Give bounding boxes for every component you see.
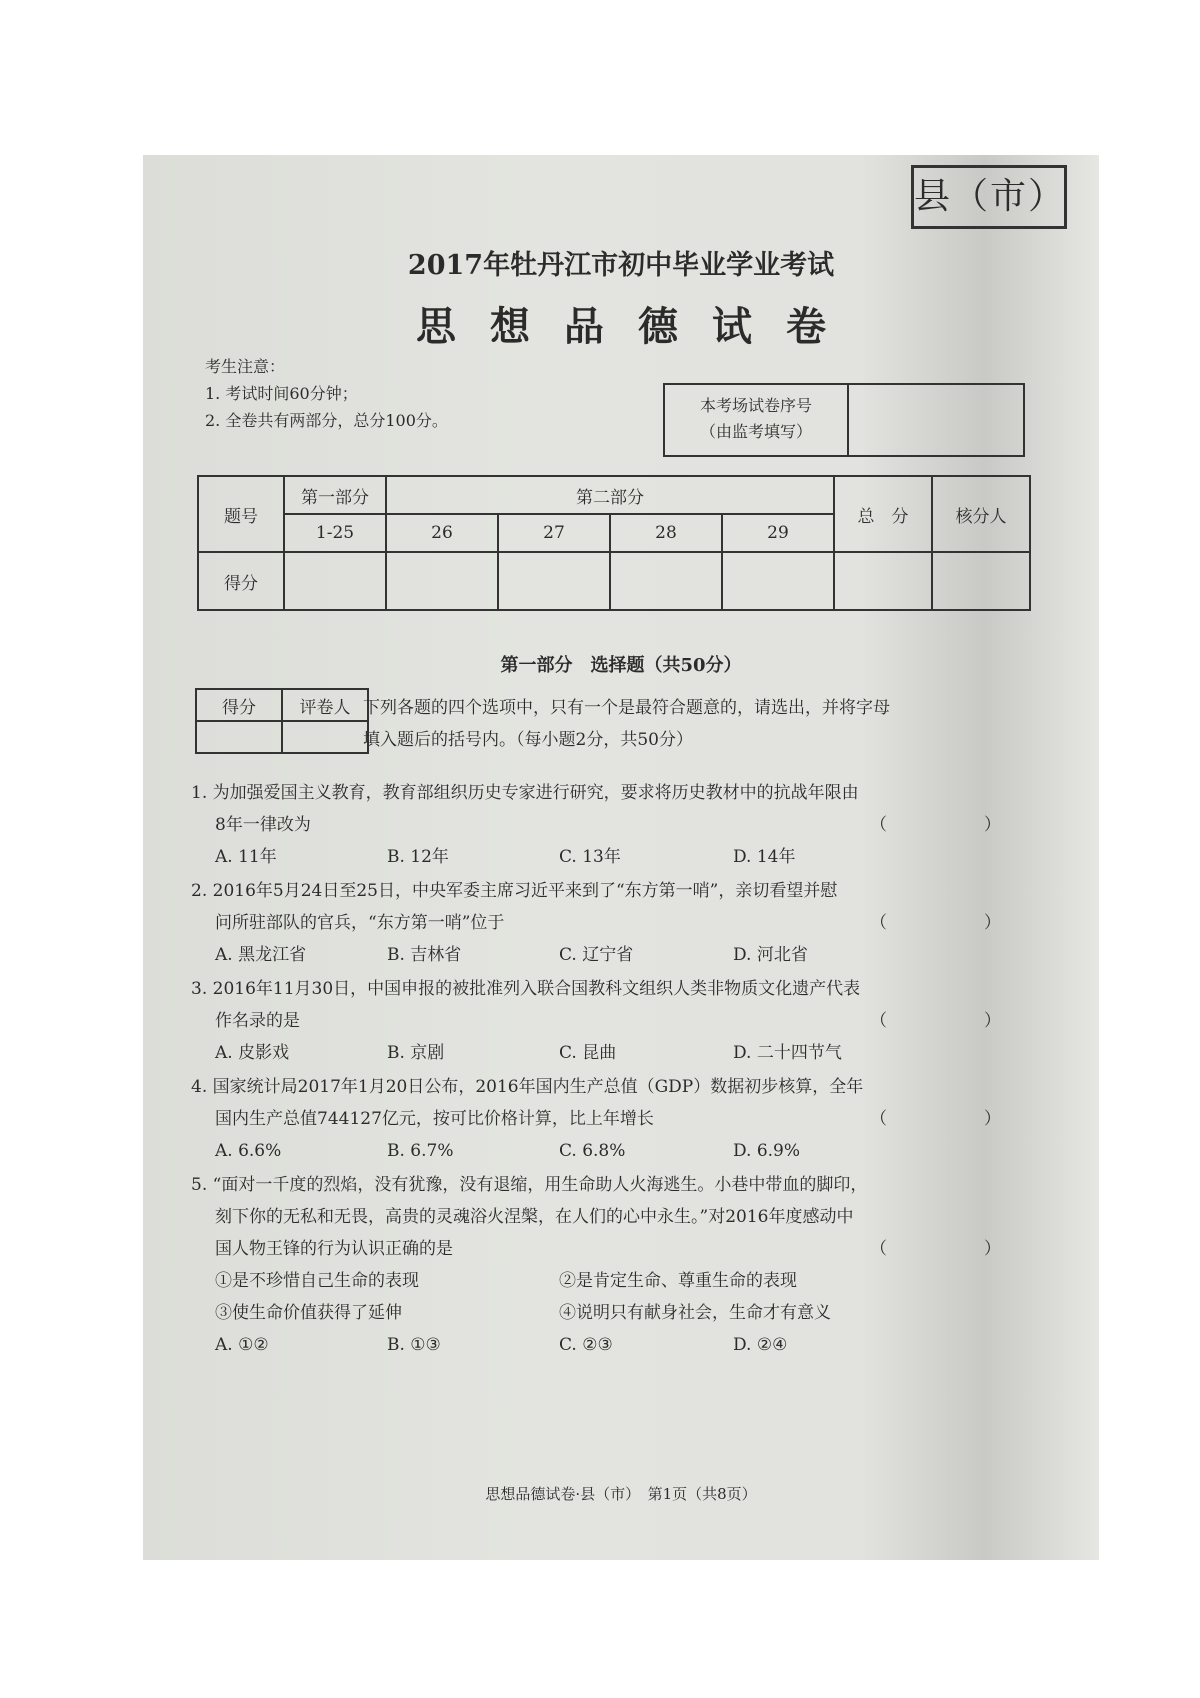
option-a: A. 6.6% [215, 1141, 282, 1161]
question-text: 作名录的是 [215, 1011, 300, 1031]
option-c: C. 辽宁省 [559, 945, 634, 965]
option-d: D. 14年 [733, 847, 796, 867]
page-footer: 思想品德试卷·县（市） 第1页（共8页） [485, 1485, 757, 1503]
question-text: 3. 2016年11月30日，中国申报的被批准列入联合国教科文组织人类非物质文化遗产代表 [191, 979, 861, 999]
options-row [191, 1037, 1041, 1069]
option-d: D. 二十四节气 [733, 1043, 842, 1063]
row-header-question-no: 题号 [198, 476, 284, 552]
part1-instructions [363, 692, 1003, 756]
option-d: D. ②④ [733, 1335, 788, 1355]
col-1-25: 1-25 [284, 514, 386, 552]
question-text-cont [191, 1233, 1041, 1265]
statements-row [191, 1265, 1041, 1297]
header-part1: 第一部分 [284, 476, 386, 514]
grader-reviewer-label: 评卷人 [282, 689, 368, 721]
question-text-cont [191, 907, 1041, 939]
option-a: A. ①② [215, 1335, 269, 1355]
county-city-badge: 县（市） [911, 165, 1067, 229]
question-text-cont [191, 1005, 1041, 1037]
question-text: 2. 2016年5月24日至25日，中央军委主席习近平来到了“东方第一哨”，亲切看望并慰 [191, 881, 838, 901]
option-b: B. ①③ [387, 1335, 441, 1355]
question-text: 问所驻部队的官兵，“东方第一哨”位于 [215, 913, 505, 933]
option-b: B. 京剧 [387, 1043, 445, 1063]
answer-bracket: （ ） [870, 815, 1041, 835]
statement-1: ①是不珍惜自己生命的表现 [215, 1271, 419, 1291]
question-text-cont [191, 1103, 1041, 1135]
options-row [191, 1329, 1041, 1361]
exam-sheet [143, 155, 1099, 1560]
score-cell [932, 552, 1030, 610]
candidate-notes [205, 353, 448, 434]
grader-table [195, 688, 369, 754]
statements-row [191, 1297, 1041, 1329]
question-1 [191, 777, 1041, 873]
statement-4: ④说明只有献身社会，生命才有意义 [559, 1303, 831, 1323]
option-a: A. 11年 [215, 847, 277, 867]
notes-item: 2. 全卷共有两部分，总分100分。 [205, 411, 448, 430]
option-d: D. 河北省 [733, 945, 808, 965]
option-c: C. ②③ [559, 1335, 613, 1355]
question-text: 国人物王锋的行为认识正确的是 [215, 1239, 453, 1259]
question-text: 1. 为加强爱国主义教育，教育部组织历史专家进行研究，要求将历史教材中的抗战年限由 [191, 783, 859, 803]
options-row [191, 1135, 1041, 1167]
header-total: 总 分 [834, 476, 932, 552]
question-5 [191, 1169, 1041, 1361]
instruction-line: 下列各题的四个选项中，只有一个是最符合题意的，请选出，并将字母 [363, 698, 890, 718]
grader-reviewer-cell [282, 721, 368, 753]
score-table [197, 475, 1031, 611]
exam-subject-title: 思想品德试卷 [416, 303, 860, 350]
instruction-line: 填入题后的括号内。（每小题2分，共50分） [363, 730, 693, 750]
exam-title: 2017年牡丹江市初中毕业学业考试 [407, 250, 835, 281]
score-cell [834, 552, 932, 610]
notes-heading: 考生注意： [205, 357, 286, 376]
option-b: B. 12年 [387, 847, 449, 867]
col-26: 26 [386, 514, 498, 552]
header-checker: 核分人 [932, 476, 1030, 552]
answer-bracket: （ ） [870, 1011, 1041, 1031]
question-text: 国内生产总值744127亿元，按可比价格计算，比上年增长 [215, 1109, 654, 1129]
question-4 [191, 1071, 1041, 1167]
row-header-score: 得分 [198, 552, 284, 610]
option-d: D. 6.9% [733, 1141, 801, 1161]
option-c: C. 昆曲 [559, 1043, 617, 1063]
option-b: B. 吉林省 [387, 945, 462, 965]
col-29: 29 [722, 514, 834, 552]
answer-bracket: （ ） [870, 1109, 1041, 1129]
option-c: C. 6.8% [559, 1141, 626, 1161]
question-text: 5. “面对一千度的烈焰，没有犹豫，没有退缩，用生命助人火海逃生。小巷中带血的脚印， [191, 1175, 868, 1195]
option-b: B. 6.7% [387, 1141, 454, 1161]
question-2 [191, 875, 1041, 971]
score-cell [722, 552, 834, 610]
notes-item: 1. 考试时间60分钟； [205, 384, 358, 403]
seat-label-line1: 本考场试卷序号 [699, 396, 812, 415]
statement-2: ②是肯定生命、尊重生命的表现 [559, 1271, 797, 1291]
option-a: A. 皮影戏 [215, 1043, 290, 1063]
header-part2: 第二部分 [386, 476, 834, 514]
col-28: 28 [610, 514, 722, 552]
part1-heading: 第一部分 选择题（共50分） [500, 655, 742, 676]
seat-number-box [663, 383, 1025, 457]
question-text: 8年一律改为 [215, 815, 311, 835]
grader-score-label: 得分 [196, 689, 282, 721]
question-text-cont: 刻下你的无私和无畏，高贵的灵魂浴火涅槃，在人们的心中永生。”对2016年度感动中 [215, 1207, 854, 1227]
answer-bracket: （ ） [870, 913, 1041, 933]
question-text: 4. 国家统计局2017年1月20日公布，2016年国内生产总值（GDP）数据初步核算，全年 [191, 1077, 864, 1097]
seat-number-label [665, 385, 849, 455]
grader-score-cell [196, 721, 282, 753]
options-row [191, 939, 1041, 971]
option-a: A. 黑龙江省 [215, 945, 307, 965]
score-cell [284, 552, 386, 610]
score-cell [498, 552, 610, 610]
statement-3: ③使生命价值获得了延伸 [215, 1303, 402, 1323]
score-cell [386, 552, 498, 610]
seat-label-line2: （由监考填写） [699, 422, 812, 441]
score-cell [610, 552, 722, 610]
question-text-cont [191, 809, 1041, 841]
question-3 [191, 973, 1041, 1069]
options-row [191, 841, 1041, 873]
col-27: 27 [498, 514, 610, 552]
answer-bracket: （ ） [870, 1239, 1041, 1259]
option-c: C. 13年 [559, 847, 621, 867]
